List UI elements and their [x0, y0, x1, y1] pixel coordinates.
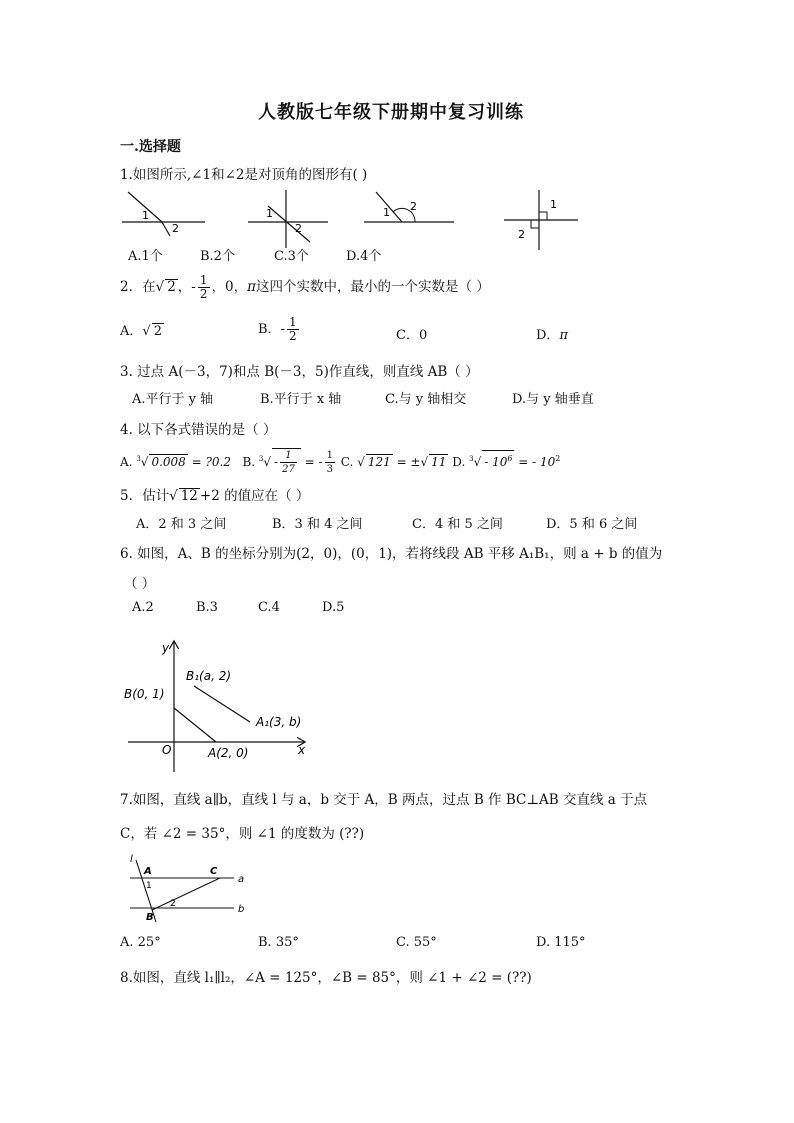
q1-fig-c-label-1: 1 [383, 206, 390, 219]
q1-option-d: D.4个 [346, 249, 382, 264]
q1-option-b: B.2个 [200, 249, 235, 264]
q1-fig-c-label-2: 2 [410, 200, 417, 213]
q1-fig-b-label-1: 1 [266, 207, 273, 220]
q3-option-b: B.平行于 x 轴 [260, 392, 342, 407]
q6-option-c: C.4 [258, 600, 280, 615]
page-title: 人教版七年级下册期中复习训练 [258, 102, 524, 123]
q4-option-b: B. $^3$√ - $\frac{1}{27}$ = - $\frac{1}{3}$ [242, 450, 333, 475]
q4-option-a: A. $^3$√ 0.008 = ?0.2 [120, 455, 231, 469]
q1-fig-c [364, 192, 454, 222]
svg-text:1: 1 [146, 881, 152, 891]
section-heading: 一.选择题 [120, 139, 181, 155]
q6-option-d: D.5 [322, 600, 345, 615]
q5-option-d: D．5 和 6 之间 [546, 517, 638, 532]
point-a1-label: A₁(3, b) [256, 715, 302, 729]
q7-stem-2: C，若 ∠2 = 35°，则 ∠1 的度数为 (??) [120, 826, 365, 842]
q2-option-a: A．√ 2 [120, 324, 162, 339]
q7-stem: 7.如图，直线 a∥b，直线 l 与 a，b 交于 A，B 两点，过点 B 作 BC⊥AB 交直线 a 于点 [120, 792, 648, 808]
svg-text:a: a [238, 874, 245, 885]
segment-ab [174, 708, 216, 742]
q1-fig-d-label-2: 2 [518, 228, 525, 241]
q1-fig-d-label-1: 1 [550, 198, 557, 211]
q7-option-a: A. 25° [120, 935, 161, 950]
q8-stem: 8.如图，直线 l₁∥l₂，∠A = 125°，∠B = 85°，则 ∠1 + ∠2 = (??) [120, 970, 532, 986]
svg-text:A: A [144, 866, 152, 877]
q7-option-c: C. 55° [396, 935, 437, 950]
q1-fig-d [504, 190, 578, 250]
q4-stem: 4. 以下各式错误的是（ ） [120, 422, 277, 438]
q1-fig-a-label-1: 1 [142, 209, 149, 222]
point-b-label: B(0, 1) [124, 687, 165, 701]
q5-option-c: C．4 和 5 之间 [412, 517, 503, 532]
svg-text:2: 2 [170, 899, 176, 909]
point-a-label: A(2, 0) [208, 746, 249, 760]
origin-label: O [162, 743, 172, 757]
q6-option-a: A.2 [132, 600, 154, 615]
q1-fig-b-label-2: 2 [295, 222, 302, 235]
q2-option-d: D．π [536, 328, 568, 343]
q1-fig-a-label-2: 2 [172, 222, 179, 235]
q3-stem: 3. 过点 A(－3，7)和点 B(－3，5)作直线，则直线 AB（ ） [120, 364, 479, 380]
q3-option-c: C.与 y 轴相交 [385, 392, 467, 407]
q5-option-a: A．2 和 3 之间 [136, 517, 227, 532]
q7-option-d: D. 115° [536, 935, 586, 950]
q7-option-b: B. 35° [258, 935, 299, 950]
segment-a1b1 [194, 686, 250, 722]
q2-stem: 2．在√ 2 ，- $\frac{1}{2}$ ，0，π这四个实数中，最小的一个实数是（ ） [120, 273, 490, 301]
y-label: y [162, 641, 170, 655]
q2-option-c: C．0 [396, 328, 428, 343]
q6-stem-2: （ ） [124, 576, 156, 592]
svg-text:B: B [146, 912, 154, 923]
q1-option-c: C.3个 [274, 249, 309, 264]
q6-stem: 6. 如图，A、B 的坐标分别为(2，0)，(0，1)，若将线段 AB 平移 A₁B₁，则 a + b 的值为 [120, 546, 663, 562]
q4-options [120, 448, 560, 476]
q4-option-c: C. √ 121 = ±√ 11 [340, 455, 447, 469]
q7-figure [124, 852, 254, 924]
q1-fig-a [122, 192, 205, 236]
q6-option-b: B.3 [196, 600, 218, 615]
point-b1-label: B₁(a, 2) [186, 669, 232, 683]
q3-option-d: D.与 y 轴垂直 [512, 392, 594, 407]
x-label: x [298, 743, 306, 757]
q1-stem: 1.如图所示,∠1和∠2是对顶角的图形有( ) [120, 167, 368, 183]
svg-text:b: b [238, 904, 245, 915]
q5-stem: 5．估计√ 12 +2 的值应在（ ） [120, 488, 310, 504]
q3-option-a: A.平行于 y 轴 [132, 392, 214, 407]
q6-coordinate-graph [118, 636, 328, 776]
q1-option-a: A.1个 [128, 249, 163, 264]
segment-bc [152, 878, 220, 910]
q1-fig-b [248, 190, 328, 248]
q2-option-b: B．- $\frac{1}{2}$ [258, 315, 297, 343]
svg-text:C: C [210, 866, 218, 877]
q5-option-b: B．3 和 4 之间 [272, 517, 363, 532]
q4-option-d: D. $^3√ - 10^6$ = - $10^2$ [452, 455, 560, 469]
svg-text:l: l [130, 854, 133, 865]
